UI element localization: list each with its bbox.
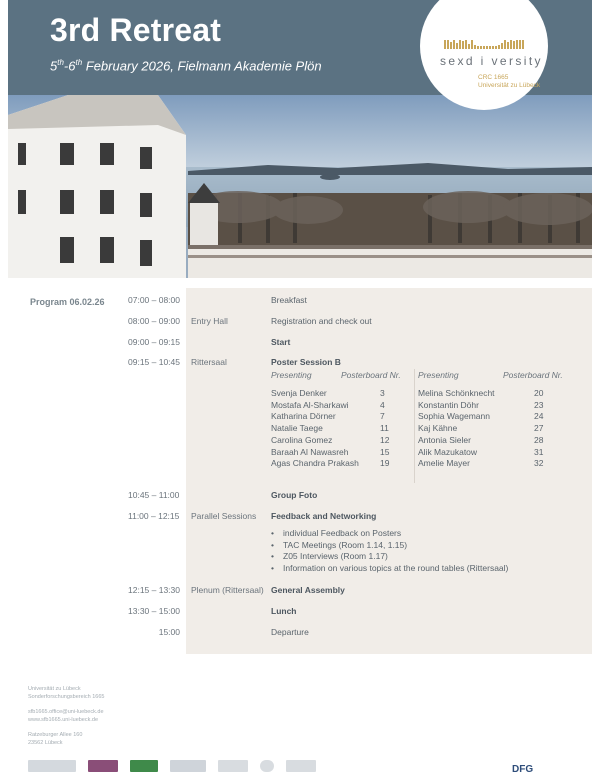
- presenter-name: Antonia Sieler: [418, 435, 471, 445]
- posterboard-nr: 4: [380, 400, 385, 410]
- posterboard-nr: 32: [534, 458, 544, 468]
- feedback-item: • Z05 Interviews (Room 1.17): [271, 551, 508, 563]
- presenter-name: Sophia Wagemann: [418, 411, 490, 421]
- row-location: Rittersaal: [191, 357, 227, 367]
- row-time: 13:30 – 15:00: [128, 606, 180, 616]
- posterboard-nr: 19: [380, 458, 390, 468]
- logo-crc: CRC 1665 Universität zu Lübeck: [478, 74, 541, 89]
- row-time: 09:15 – 10:45: [128, 357, 180, 367]
- program-label: Program 06.02.26: [30, 297, 105, 307]
- lake-landscape-image: [8, 95, 592, 278]
- posterboard-nr: 15: [380, 447, 390, 457]
- posterboard-nr: 7: [380, 411, 385, 421]
- footer-street: Ratzeburger Allee 160 23562 Lübeck: [28, 732, 83, 746]
- feedback-item: • TAC Meetings (Room 1.14, 1.15): [271, 540, 508, 552]
- presenter-name: Alik Mazukatow: [418, 447, 478, 457]
- posterboard-nr: 31: [534, 447, 544, 457]
- row-time: 08:00 – 09:00: [128, 316, 180, 326]
- row-time: 15:00: [158, 627, 180, 637]
- poster-divider: [414, 369, 415, 483]
- row-activity: Feedback and Networking: [271, 511, 377, 521]
- university-seal-logo: [28, 760, 76, 772]
- presenter-name: Natalie Taege: [271, 423, 323, 433]
- row-time: 10:45 – 11:00: [128, 490, 180, 500]
- presenter-name: Konstantin Döhr: [418, 400, 479, 410]
- presenter-name: Kaj Kähne: [418, 423, 458, 433]
- presenter-name: Melina Schönknecht: [418, 388, 495, 398]
- partner-logo: [170, 760, 206, 772]
- row-activity: Start: [271, 337, 291, 347]
- venue-photo: [8, 95, 592, 278]
- row-time: 07:00 – 08:00: [128, 295, 180, 305]
- page-title: 3rd Retreat: [50, 12, 222, 48]
- logo-bars-icon: [444, 40, 532, 49]
- row-location: Plenum (Rittersaal): [191, 585, 264, 595]
- row-activity: Group Foto: [271, 490, 318, 500]
- posterboard-nr: 11: [380, 423, 389, 433]
- presenter-name: Baraah Al Nawasreh: [271, 447, 349, 457]
- presenter-name: Amelie Mayer: [418, 458, 470, 468]
- poster-col-presenting: Presenting: [418, 370, 459, 380]
- dfg-logo: DFG: [512, 764, 534, 775]
- posterboard-nr: 27: [534, 423, 544, 433]
- charite-logo: [286, 760, 316, 772]
- posterboard-nr: 28: [534, 435, 544, 445]
- sponsor-logos: [28, 760, 316, 772]
- feedback-item: • individual Feedback on Posters: [271, 528, 508, 540]
- posterboard-nr: 12: [380, 435, 390, 445]
- row-location: Parallel Sessions: [191, 511, 257, 521]
- partner-logo: [88, 760, 118, 772]
- poster-col-board: Posterboard Nr.: [341, 370, 401, 380]
- posterboard-nr: 3: [380, 388, 385, 398]
- partner-logo: [218, 760, 248, 772]
- presenter-name: Katharina Dörner: [271, 411, 336, 421]
- feedback-item: • Information on various topics at the round tables (Rittersaal): [271, 563, 508, 575]
- presenter-name: Carolina Gomez: [271, 435, 333, 445]
- row-time: 11:00 – 12:15: [128, 511, 180, 521]
- logo-wordmark: sexd i versity: [440, 54, 543, 68]
- poster-col-presenting: Presenting: [271, 370, 312, 380]
- row-activity: Registration and check out: [271, 316, 372, 326]
- footer-contact: sfb1665.office@uni-luebeck.de www.sfb1665.uni-luebeck.de: [28, 709, 104, 723]
- row-activity: General Assembly: [271, 585, 345, 595]
- row-time: 09:00 – 09:15: [128, 337, 180, 347]
- partner-logo: [130, 760, 158, 772]
- row-location: Entry Hall: [191, 316, 228, 326]
- feedback-list: [271, 528, 508, 574]
- program-panel: [186, 288, 592, 654]
- footer-address: Universität zu Lübeck Sonderforschungsbereich 1665: [28, 686, 105, 700]
- posterboard-nr: 24: [534, 411, 544, 421]
- page-subtitle: 5th-6th February 2026, Fielmann Akademie Plön: [50, 58, 322, 74]
- row-activity: Departure: [271, 627, 309, 637]
- presenter-name: Mostafa Al-Sharkawi: [271, 400, 349, 410]
- poster-col-board: Posterboard Nr.: [503, 370, 563, 380]
- presenter-name: Svenja Denker: [271, 388, 327, 398]
- row-activity: Breakfast: [271, 295, 307, 305]
- row-activity: Lunch: [271, 606, 297, 616]
- posterboard-nr: 23: [534, 400, 544, 410]
- row-time: 12:15 – 13:30: [128, 585, 180, 595]
- partner-seal-logo: [260, 760, 274, 772]
- presenter-name: Agas Chandra Prakash: [271, 458, 359, 468]
- row-activity: Poster Session B: [271, 357, 341, 367]
- posterboard-nr: 20: [534, 388, 544, 398]
